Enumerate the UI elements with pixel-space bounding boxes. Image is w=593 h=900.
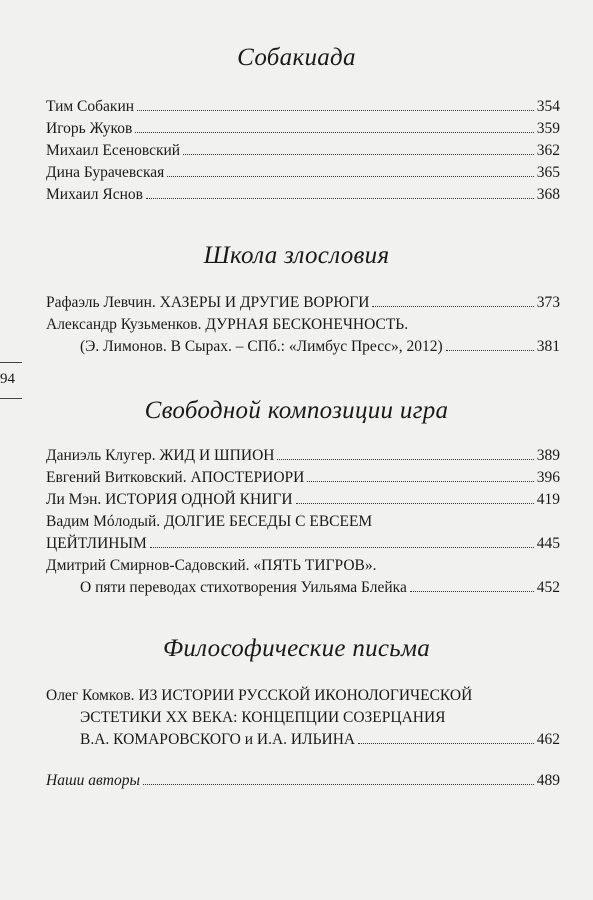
toc-entry[interactable] bbox=[46, 292, 560, 314]
entry-text: Рафаэль Левчин. ХАЗЕРЫ И ДРУГИЕ ВОРЮГИ bbox=[46, 294, 370, 311]
page-ref: 452 bbox=[536, 579, 560, 596]
page-ref: 419 bbox=[536, 491, 560, 508]
dot-leader bbox=[183, 140, 534, 155]
entry-text: Дмитрий Смирнов-Садовский. «ПЯТЬ ТИГРОВ». bbox=[46, 557, 377, 574]
page-ref: 354 bbox=[536, 98, 560, 115]
entry-text: Наши авторы bbox=[46, 772, 140, 789]
entry-text: Дина Бурачевская bbox=[46, 164, 165, 181]
page-ref: 359 bbox=[536, 120, 560, 137]
page-ref: 373 bbox=[536, 294, 560, 311]
entry-text: Михаил Есеновский bbox=[46, 142, 181, 159]
section-title-filosoficheskie-pisma: Философические письма bbox=[162, 635, 431, 662]
entry-text: ЦЕЙТЛИНЫМ bbox=[46, 535, 147, 552]
dot-leader bbox=[135, 118, 533, 133]
entry-text: Тим Собакин bbox=[46, 98, 135, 115]
page-ref: 368 bbox=[536, 186, 560, 203]
entry-text: Евгений Витковский. АПОСТЕРИОРИ bbox=[46, 469, 305, 486]
entry-text: В.А. КОМАРОВСКОГО и И.А. ИЛЬИНА bbox=[80, 731, 356, 748]
entry-text: Игорь Жуков bbox=[46, 120, 133, 137]
entry-text: О пяти переводах стихотворения Уильяма Блейка bbox=[80, 579, 407, 596]
dot-leader bbox=[410, 577, 534, 592]
toc-entry[interactable] bbox=[46, 511, 560, 555]
dot-leader bbox=[146, 184, 534, 199]
page-ref: 389 bbox=[536, 447, 560, 464]
toc-entry[interactable] bbox=[46, 96, 560, 118]
toc-entry[interactable] bbox=[46, 162, 560, 184]
dot-leader bbox=[167, 162, 533, 177]
section-title-shkola-zloslovia: Школа злословия bbox=[203, 242, 390, 269]
entry-text: Михаил Яснов bbox=[46, 186, 143, 203]
toc-entry[interactable] bbox=[46, 445, 560, 467]
entry-text: Даниэль Клугер. ЖИД И ШПИОН bbox=[46, 447, 275, 464]
page-ref: 381 bbox=[536, 338, 560, 355]
dot-leader bbox=[358, 729, 534, 744]
section-title-sobakiada: Собакиада bbox=[237, 44, 356, 71]
entry-text: Ли Мэн. ИСТОРИЯ ОДНОЙ КНИГИ bbox=[46, 491, 293, 508]
toc-entry[interactable] bbox=[46, 314, 560, 358]
folio-rule-top bbox=[0, 362, 22, 363]
toc-entry[interactable] bbox=[46, 467, 560, 489]
dot-leader bbox=[150, 533, 534, 548]
toc-entry[interactable] bbox=[46, 489, 560, 511]
page-ref: 445 bbox=[536, 535, 560, 552]
entry-text: ЭСТЕТИКИ XX ВЕКА: КОНЦЕПЦИИ СОЗЕРЦАНИЯ bbox=[80, 709, 446, 726]
entry-text: Вадим Мóлодый. ДОЛГИЕ БЕСЕДЫ С ЕВСЕЕМ bbox=[46, 513, 373, 530]
entry-text: (Э. Лимонов. В Сырах. – СПб.: «Лимбус Пресс», 2012) bbox=[80, 338, 443, 355]
page-ref: 365 bbox=[536, 164, 560, 181]
toc-entry[interactable] bbox=[46, 685, 560, 751]
dot-leader bbox=[307, 467, 533, 482]
dot-leader bbox=[137, 96, 534, 111]
dot-leader bbox=[143, 770, 534, 785]
toc-entry[interactable] bbox=[46, 118, 560, 140]
dot-leader bbox=[296, 489, 534, 504]
dot-leader bbox=[372, 292, 533, 307]
toc-entry[interactable] bbox=[46, 555, 560, 599]
entry-text: Александр Кузьменков. ДУРНАЯ БЕСКОНЕЧНОСТЬ. bbox=[46, 316, 409, 333]
page-number: 94 bbox=[0, 371, 15, 387]
page-ref: 462 bbox=[536, 731, 560, 748]
page-ref: 396 bbox=[536, 469, 560, 486]
toc-entry[interactable] bbox=[46, 140, 560, 162]
page-ref: 362 bbox=[536, 142, 560, 159]
toc-entry[interactable] bbox=[46, 184, 560, 206]
section-title-svobodnoy-kompozitsii: Свободной композиции игра bbox=[144, 397, 449, 424]
dot-leader bbox=[446, 336, 534, 351]
entry-text: Олег Комков. ИЗ ИСТОРИИ РУССКОЙ ИКОНОЛОГИЧЕСКОЙ bbox=[46, 687, 473, 704]
page-ref: 489 bbox=[536, 772, 560, 789]
toc-entry-authors[interactable] bbox=[46, 770, 560, 792]
dot-leader bbox=[277, 445, 533, 460]
